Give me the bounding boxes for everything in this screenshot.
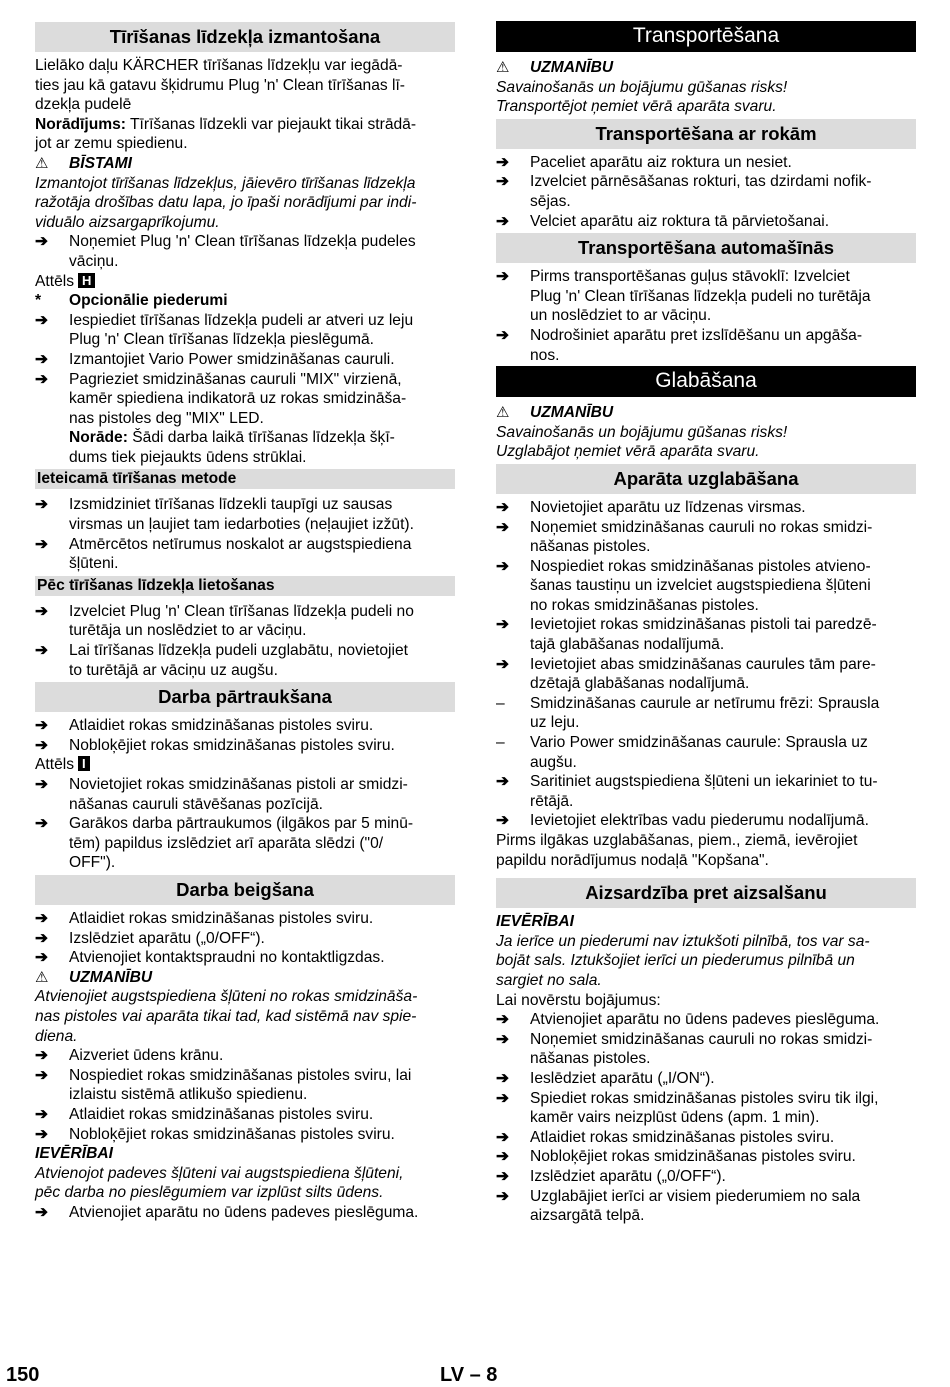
text-line: sējas. <box>530 192 571 210</box>
list-item <box>35 716 455 736</box>
text-line: Iespiediet tīrīšanas līdzekļa pudeli ar atveri uz leju <box>69 311 414 329</box>
intro-paragraph <box>35 56 455 115</box>
arrow-icon: ➔ <box>496 773 510 791</box>
text-line: vāciņu. <box>69 252 119 270</box>
text-line: Paceliet aparātu aiz roktura un nesiet. <box>530 153 792 171</box>
text-line: kamēr spiediena indikatorā uz rokas smidzināša- <box>69 390 407 408</box>
section-heading-device-storage: Aparāta uzglabāšana <box>496 464 916 494</box>
arrow-icon: ➔ <box>35 1066 49 1084</box>
arrow-icon: ➔ <box>496 153 510 171</box>
text-line: Savainošanās un bojājumu gūšanas risks! <box>496 423 788 441</box>
text-line: Uzglabājiet ierīci ar visiem piederumiem no sala <box>530 1187 861 1205</box>
text-line: Savainošanās un bojājumu gūšanas risks! <box>496 78 788 96</box>
list-item <box>496 153 916 173</box>
text-line: rētājā. <box>530 792 574 810</box>
list-item <box>35 1105 455 1125</box>
list-item <box>496 1069 916 1089</box>
arrow-icon: ➔ <box>496 268 510 286</box>
text-line: Atlaidiet rokas smidzināšanas pistoles sviru. <box>530 1128 835 1146</box>
arrow-icon: ➔ <box>496 557 510 575</box>
arrow-icon: ➔ <box>35 1105 49 1123</box>
text-line: Novietojiet aparātu uz līdzenas virsmas. <box>530 498 806 516</box>
arrow-icon: ➔ <box>496 212 510 230</box>
arrow-icon: ➔ <box>496 1148 510 1166</box>
text-line: papildu norādījumus nodaļā "Kopšana". <box>496 851 769 869</box>
text-line: pēc darba no pieslēgumiem var izplūst silts ūdens. <box>35 1184 384 1202</box>
list-item <box>35 775 455 814</box>
text-line: šļūteni. <box>69 555 119 573</box>
list-item <box>496 498 916 518</box>
arrow-icon: ➔ <box>496 812 510 830</box>
text-line: aizsargātā telpā. <box>530 1207 645 1225</box>
text-line: Velciet aparātu aiz roktura tā pārvietošanai. <box>530 212 830 230</box>
text-line: šanas taustiņu un izvelciet augstspiediena šļūteni <box>530 577 871 595</box>
caution-text <box>496 78 916 117</box>
arrow-icon: ➔ <box>35 929 49 947</box>
list-item <box>496 1089 916 1128</box>
list-item <box>496 655 916 694</box>
list-item <box>496 267 916 326</box>
section-heading-storage: Glabāšana <box>496 366 916 397</box>
subheading-after-use: Pēc tīrīšanas līdzekļa lietošanas <box>35 576 455 596</box>
text-line: Atlaidiet rokas smidzināšanas pistoles sviru. <box>69 717 374 735</box>
text-line: Nospiediet rokas smidzināšanas pistoles atvieno- <box>530 557 871 575</box>
dash-marker: – <box>496 734 505 752</box>
list-item <box>35 909 455 929</box>
danger-label: BĪSTAMI <box>69 154 132 172</box>
notice-label: IEVĒRĪBAI <box>496 913 574 931</box>
list-item <box>35 1203 455 1223</box>
text-line: Plug 'n' Clean tīrīšanas līdzekļa pieslēgumā. <box>69 331 374 349</box>
text-line: Atvienojiet aparātu no ūdens padeves pieslēguma. <box>530 1011 880 1029</box>
warning-icon: ⚠ <box>496 59 510 76</box>
list-item <box>35 602 455 641</box>
text-line: Lielāko daļu KÄRCHER tīrīšanas līdzekļu var iegādā- <box>35 57 403 74</box>
text-line: uz leju. <box>530 714 580 732</box>
text-line: viduālo aizsargaprīkojumu. <box>35 213 220 231</box>
list-item <box>35 311 455 350</box>
text-line: Uzglabājot ņemiet vērā aparāta svaru. <box>496 443 760 461</box>
list-item <box>35 350 455 370</box>
text-line: Izmantojot tīrīšanas līdzekļus, jāievēro tīrīšanas līdzekļa <box>35 174 416 192</box>
list-item <box>496 694 916 733</box>
arrow-icon: ➔ <box>35 496 49 514</box>
list-item <box>496 518 916 557</box>
note-text: Šādi darba laikā tīrīšanas līdzekļa šķī- <box>127 429 395 447</box>
figure-letter-badge: I <box>78 756 90 771</box>
text-line: un noslēdziet to ar vāciņu. <box>530 307 712 325</box>
text-line: nāšanas cauruli stāvēšanas pozīcijā. <box>69 795 323 813</box>
text-line: Atvienojiet aparātu no ūdens padeves pieslēguma. <box>69 1203 419 1221</box>
note-text: Tīrīšanas līdzekli var piejaukt tikai strādā- <box>125 115 417 133</box>
arrow-icon: ➔ <box>35 909 49 927</box>
figure-label: Attēls <box>35 756 74 774</box>
frost-intro: Lai novērstu bojājumus: <box>496 991 661 1009</box>
text-line: no rokas smidzināšanas pistoles. <box>530 596 759 614</box>
arrow-icon: ➔ <box>35 370 49 388</box>
section-heading-in-vehicles: Transportēšana automašīnās <box>496 233 916 263</box>
text-line: Atvienojot padeves šļūteni vai augstspiediena šļūteni, <box>35 1164 404 1182</box>
list-item <box>496 733 916 772</box>
text-line: bojāt sals. Iztukšojiet ierīci un piederumus pilnībā un <box>496 952 855 970</box>
text-line: Saritiniet augstspiediena šļūteni un iekariniet to tu- <box>530 773 878 791</box>
text-line: Nobloķējiet rokas smidzināšanas pistoles sviru. <box>69 1125 395 1143</box>
list-item <box>35 1125 455 1145</box>
list-item <box>35 948 455 968</box>
text-line: diena. <box>35 1027 78 1045</box>
caution-label-row <box>35 968 455 988</box>
left-column <box>35 20 455 1222</box>
list-item <box>35 1066 455 1105</box>
text-line: tajā glabāšanas nodalījumā. <box>530 636 725 654</box>
text-line: nos. <box>530 346 560 364</box>
list-item <box>496 1187 916 1226</box>
text-line: virsmas un ļaujiet tam iedarboties (neļaujiet izžūt). <box>69 516 414 534</box>
caution-text <box>35 987 455 1046</box>
text-line: Nobloķējiet rokas smidzināšanas pistoles sviru. <box>530 1148 856 1166</box>
figure-reference <box>35 755 455 775</box>
list-item <box>35 641 455 680</box>
danger-text <box>35 174 455 233</box>
text-line: sargiet no sala. <box>496 971 602 989</box>
text-line: Ieslēdziet aparātu („I/ON“). <box>530 1069 715 1087</box>
right-column <box>496 20 916 1226</box>
text-line: Izmantojiet Vario Power smidzināšanas cauruli. <box>69 350 395 368</box>
text-line: nāšanas pistoles. <box>530 538 651 556</box>
list-item <box>35 736 455 756</box>
optional-accessories-line <box>35 291 455 311</box>
text-line: Atlaidiet rokas smidzināšanas pistoles sviru. <box>69 909 374 927</box>
note-paragraph <box>35 115 455 135</box>
text-line: Transportējot ņemiet vērā aparāta svaru. <box>496 98 777 116</box>
arrow-icon: ➔ <box>35 350 49 368</box>
section-heading-finish: Darba beigšana <box>35 875 455 905</box>
list-item <box>35 929 455 949</box>
text-line: dums tiek piejaukts ūdens strūklai. <box>69 448 307 466</box>
arrow-icon: ➔ <box>496 1089 510 1107</box>
figure-label: Attēls <box>35 272 74 290</box>
list-item <box>496 1167 916 1187</box>
arrow-icon: ➔ <box>35 535 49 553</box>
text-line: Lai tīrīšanas līdzekļa pudeli uzglabātu, novietojiet <box>69 642 408 660</box>
text-line: Noņemiet smidzināšanas cauruli no rokas smidzi- <box>530 1030 873 1048</box>
page-code: LV – 8 <box>440 1364 498 1386</box>
arrow-icon: ➔ <box>35 1047 49 1065</box>
arrow-icon: ➔ <box>496 1167 510 1185</box>
text-line: Spiediet rokas smidzināšanas pistoles sviru tik ilgi, <box>530 1089 879 1107</box>
text-line: jot ar zemu spiedienu. <box>35 135 188 153</box>
list-item <box>496 326 916 365</box>
text-line: Izslēdziet aparātu („0/OFF“). <box>69 929 265 947</box>
danger-label-row <box>35 154 455 174</box>
arrow-icon: ➔ <box>496 326 510 344</box>
section-heading-cleaning-agent: Tīrīšanas līdzekļa izmantošana <box>35 22 455 52</box>
text-line: Nobloķējiet rokas smidzināšanas pistoles sviru. <box>69 736 395 754</box>
text-line: Atvienojiet augstspiediena šļūteni no rokas smidzināša- <box>35 988 418 1006</box>
arrow-icon: ➔ <box>496 1011 510 1029</box>
list-item <box>496 1128 916 1148</box>
text-line: Ievietojiet abas smidzināšanas caurules tām pare- <box>530 655 876 673</box>
warning-icon: ⚠ <box>496 404 510 422</box>
note-label: Norāde: <box>69 429 128 447</box>
arrow-icon: ➔ <box>35 815 49 833</box>
text-line: nāšanas pistoles. <box>530 1050 651 1068</box>
arrow-icon: ➔ <box>496 173 510 191</box>
text-line: Atvienojiet kontaktspraudni no kontaktligzdas. <box>69 949 385 967</box>
notice-text <box>35 1164 455 1203</box>
arrow-icon: ➔ <box>496 616 510 634</box>
list-item <box>496 212 916 232</box>
optional-accessories-text: Opcionālie piederumi <box>69 292 228 310</box>
caution-label: UZMANĪBU <box>530 404 614 422</box>
text-line: nas pistoles deg "MIX" LED. <box>69 409 264 427</box>
text-line: Ievietojiet rokas smidzināšanas pistoli tai paredzē- <box>530 616 877 634</box>
figure-letter-badge: H <box>78 273 95 288</box>
text-line: Noņemiet smidzināšanas cauruli no rokas smidzi- <box>530 518 873 536</box>
text-line: augšu. <box>530 753 577 771</box>
text-line: kamēr vairs neizplūst ūdens (apm. 1 min). <box>530 1109 820 1127</box>
section-heading-interruption: Darba pārtraukšana <box>35 682 455 712</box>
text-line: Ievietojiet elektrības vadu piederumu nodalījumā. <box>530 812 869 830</box>
list-item <box>496 1010 916 1030</box>
section-heading-transport: Transportēšana <box>496 21 916 52</box>
text-line: Atlaidiet rokas smidzināšanas pistoles sviru. <box>69 1105 374 1123</box>
text-line: Pagrieziet smidzināšanas cauruli "MIX" virzienā, <box>69 370 402 388</box>
text-line: dzētajā glabāšanas nodalījumā. <box>530 675 750 693</box>
text-line: Ja ierīce un piederumi nav iztukšoti pilnībā, tos var sa- <box>496 932 870 950</box>
list-item <box>35 232 455 271</box>
list-item <box>496 772 916 811</box>
arrow-icon: ➔ <box>496 655 510 673</box>
arrow-icon: ➔ <box>496 518 510 536</box>
text-line: Aizveriet ūdens krānu. <box>69 1047 224 1065</box>
arrow-icon: ➔ <box>35 776 49 793</box>
subheading-method: Ieteicamā tīrīšanas metode <box>35 469 455 489</box>
storage-note-paragraph <box>496 831 916 870</box>
warning-icon: ⚠ <box>35 968 49 986</box>
text-line: ražotāja drošības datu lapa, jo īpaši norādījumi par indi- <box>35 194 417 212</box>
text-line: Nodrošiniet aparātu pret izslīdēšanu un apgāša- <box>530 326 863 344</box>
text-line: tēm) papildus izslēdziet arī aparāta slēdzi ("0/ <box>69 834 384 852</box>
list-item <box>496 1147 916 1167</box>
text-line: dzekļa pudelē <box>35 96 132 114</box>
text-line: nas pistoles vai aparāta tikai tad, kad sistēmā nav spie- <box>35 1007 417 1025</box>
arrow-icon: ➔ <box>35 602 49 620</box>
note-paragraph <box>35 428 455 467</box>
caution-label-row <box>496 403 916 423</box>
text-line: ties jau kā gatavu šķidrumu Plug 'n' Clean tīrīšanas lī- <box>35 76 405 94</box>
caution-text <box>496 423 916 462</box>
page-number: 150 <box>6 1364 40 1386</box>
arrow-icon: ➔ <box>496 498 510 516</box>
list-item <box>496 1030 916 1069</box>
notice-label: IEVĒRĪBAI <box>35 1145 113 1163</box>
section-heading-by-hand: Transportēšana ar rokām <box>496 119 916 149</box>
text-line: Izsmidziniet tīrīšanas līdzekli taupīgi uz sausas <box>69 496 393 514</box>
list-item <box>35 814 455 873</box>
arrow-icon: ➔ <box>35 642 49 660</box>
arrow-icon: ➔ <box>35 717 49 735</box>
warning-icon: ⚠ <box>35 154 49 172</box>
figure-reference <box>35 272 455 292</box>
arrow-icon: ➔ <box>35 233 49 251</box>
text-line: Noņemiet Plug 'n' Clean tīrīšanas līdzekļa pudeles <box>69 233 416 251</box>
text-line: Nospiediet rokas smidzināšanas pistoles sviru, lai <box>69 1066 412 1084</box>
text-line: Izslēdziet aparātu („0/OFF“). <box>530 1167 726 1185</box>
caution-label: UZMANĪBU <box>530 59 614 76</box>
dash-marker: – <box>496 694 505 712</box>
arrow-icon: ➔ <box>35 736 49 754</box>
text-line: to turētājā ar vāciņu uz augšu. <box>69 661 278 679</box>
text-line: Smidzināšanas caurule ar netīrumu frēzi: Sprausla <box>530 694 880 712</box>
section-heading-frost: Aizsardzība pret aizsalšanu <box>496 878 916 908</box>
list-item <box>496 811 916 831</box>
text-line: izlaistu sistēmā atlikušo spiedienu. <box>69 1086 308 1104</box>
text-line: Izvelciet pārnēsāšanas rokturi, tas dzirdami nofik- <box>530 173 872 191</box>
note-label: Norādījums: <box>35 115 126 133</box>
text-line: Pirms transportēšanas guļus stāvoklī: Izvelciet <box>530 268 850 286</box>
text-line: OFF"). <box>69 854 116 872</box>
list-item <box>496 172 916 211</box>
text-line: Plug 'n' Clean tīrīšanas līdzekļa pudeli no turētāja <box>530 287 871 305</box>
list-item <box>496 557 916 616</box>
notice-text <box>496 932 916 991</box>
list-item <box>35 1046 455 1066</box>
text-line: Garākos darba pārtraukumos (ilgākos par 5 minū- <box>69 815 414 833</box>
text-line: Atmērcētos netīrumus noskalot ar augstspiediena <box>69 535 412 553</box>
list-item <box>35 535 455 574</box>
text-line: Izvelciet Plug 'n' Clean tīrīšanas līdzekļa pudeli no <box>69 602 414 620</box>
caution-label: UZMANĪBU <box>69 968 153 986</box>
list-item <box>35 370 455 429</box>
arrow-icon: ➔ <box>35 1125 49 1143</box>
caution-label-row <box>496 58 916 78</box>
arrow-icon: ➔ <box>35 1203 49 1221</box>
arrow-icon: ➔ <box>496 1030 510 1048</box>
asterisk-marker: * <box>35 292 42 310</box>
text-line: turētāja un noslēdziet to ar vāciņu. <box>69 622 307 640</box>
arrow-icon: ➔ <box>496 1128 510 1146</box>
arrow-icon: ➔ <box>496 1069 510 1087</box>
list-item <box>496 615 916 654</box>
arrow-icon: ➔ <box>35 311 49 329</box>
list-item <box>35 495 455 534</box>
text-line: Novietojiet rokas smidzināšanas pistoli ar smidzi- <box>69 776 408 793</box>
text-line: Vario Power smidzināšanas caurule: Sprausla uz <box>530 734 868 752</box>
text-line: Pirms ilgākas uzglabāšanas, piem., ziemā, ievērojiet <box>496 832 858 849</box>
arrow-icon: ➔ <box>35 949 49 967</box>
arrow-icon: ➔ <box>496 1187 510 1205</box>
